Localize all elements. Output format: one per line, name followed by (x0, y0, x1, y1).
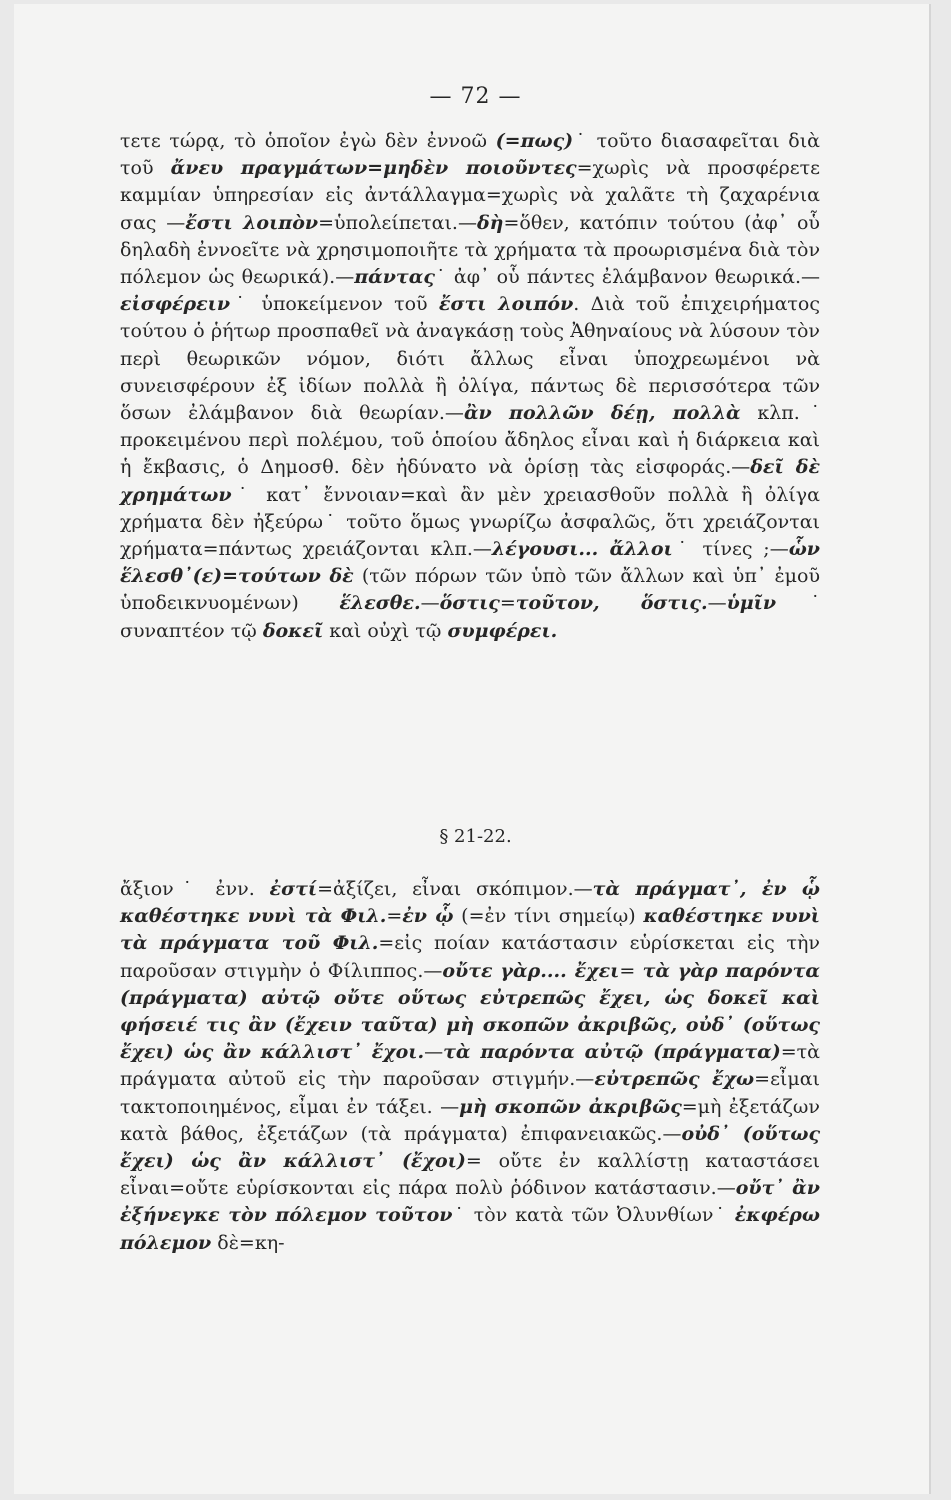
lemma-term: ἕλεσθε. (339, 592, 421, 615)
lemma-term: ὑμῖν (726, 592, 777, 615)
lemma-term: δεῖ δὲ χρημάτων (120, 456, 820, 506)
commentary-text: τετε τώρᾳ, τὸ ὁποῖον ἐγὼ δὲν ἐννοῶ (120, 130, 496, 152)
commentary-text: ˙ κατ᾽ ἔννοιαν=καὶ ἂν μὲν χρειασθοῦν πολλὰ ἢ ὀλίγα χρήματα δὲν ἠξεύρω˙ τοῦτο ὅμως γνωρίζω ἀσφαλῶς, ὅτι χρειάζονται χρήματα=πάντως χρειάζονται κλπ.— (120, 483, 820, 561)
commentary-text: =χωρὶς νὰ προσφέρετε καμμίαν ὑπηρεσίαν εἰς ἀντάλλαγμα=χωρὶς νὰ χαλᾶτε τὴ ζαχαρένια σας — (120, 157, 820, 234)
commentary-text: ˙ τίνες ;— (672, 538, 789, 561)
commentary-block-1 (120, 128, 820, 645)
commentary-text: ἄξιον (120, 878, 174, 900)
lemma-term: μὴ σκοπῶν ἀκριβῶς (459, 1095, 682, 1118)
commentary-paragraph-2 (120, 876, 820, 1257)
lemma-term: τὰ γὰρ παρόντα (πράγματα) αὐτῷ οὔτε οὕτως εὐτρεπῶς ἔχει, ὡς δοκεῖ καὶ φήσειέ τις ἂν (ἔχειν ταῦτα) μὴ σκοπῶν ἀκριβῶς, οὐδ᾽ (οὕτως ἔχει) ὡς ἂν κάλλιστ᾽ ἔχοι. (120, 959, 820, 1064)
commentary-text: κλπ.˙ προκειμένου περὶ πολέμου, τοῦ ὁποίου ἄδηλος εἶναι καὶ ἡ διάρκεια καὶ ἡ ἔκβασις, ὁ Δημοσθ. δὲν ἠδύνατο νὰ ὁρίσῃ τὰς εἰσφοράς.— (120, 402, 820, 479)
commentary-text: ˙ συναπτέον τῷ (120, 592, 820, 642)
page-number: — 72 — (429, 84, 522, 109)
commentary-text: ˙ τὸν κατὰ τῶν Ὀλυνθίων˙ (452, 1204, 735, 1227)
commentary-text: (=ἐν τίνι σημείῳ) (453, 905, 644, 928)
lemma-term: ἄνευ πραγμάτων=μηδὲν ποιοῦντες (170, 157, 577, 180)
lemma-term: τὰ παρόντα αὐτῷ (πράγματα) (443, 1041, 781, 1064)
lemma-term: τοῦτον, ὅστις. (515, 592, 708, 615)
commentary-text: δὲ=κη- (211, 1231, 285, 1254)
lemma-term: λέγουσι... ἄλλοι (491, 538, 673, 561)
lemma-term: ἂν πολλῶν δέῃ, πολλὰ (463, 402, 741, 425)
lemma-term: πάντας (354, 266, 435, 289)
commentary-text: ˙ ἀφ᾽ οὗ πάντες ἐλάμβανον θεωρικά.— (434, 266, 820, 289)
commentary-text: (τῶν πόρων τῶν ὑπὸ τῶν ἄλλων καὶ ὑπ᾽ ἐμοῦ ὑποδεικνυομένων) (120, 565, 821, 615)
lemma-term: δοκεῖ (262, 619, 324, 642)
lemma-term: δὴ (476, 211, 504, 234)
commentary-text: =τὰ πράγματα αὐτοῦ εἰς τὴν παροῦσαν στιγμήν.— (120, 1041, 820, 1091)
lemma-term: ὧν ἕλεσθ᾽(ε)=τούτων δὲ (120, 538, 820, 588)
lemma-term: ὅστις (439, 592, 500, 615)
commentary-text: = (499, 592, 516, 615)
commentary-text: ˙ ἐνν. (173, 878, 270, 900)
commentary-text: =ὑπολείπεται.— (318, 211, 477, 234)
commentary-text: ˙ τοῦτο διασαφεῖται διὰ τοῦ (120, 130, 820, 180)
commentary-text: — (707, 592, 727, 615)
lemma-term: ἔστι λοιπόν (438, 293, 574, 316)
lemma-term: εἰσφέρειν (120, 293, 231, 316)
commentary-text: — (420, 592, 440, 615)
section-heading: § 21-22. (439, 826, 512, 847)
commentary-text: =εἰς ποίαν κατάστασιν εὑρίσκεται εἰς τὴν παροῦσαν στιγμὴν ὁ Φίλιππος.— (120, 932, 820, 982)
lemma-term: ἐστί (269, 878, 318, 900)
commentary-text: καὶ οὐχὶ τῷ (323, 619, 448, 642)
commentary-text: ˙ ὑποκείμενον τοῦ (230, 293, 439, 316)
commentary-text: = (619, 959, 643, 982)
commentary-text: — (424, 1041, 444, 1064)
commentary-text: = οὔτε ἐν καλλίστῃ καταστάσει εἶναι=οὔτε εὑρίσκονται εἰς πάρα πολὺ ῥόδινον κατάστασιν.— (120, 1150, 820, 1200)
lemma-term: οὐδ᾽ (οὕτως ἔχει) ὡς ἂν κάλλιστ᾽ (ἔχοι) (120, 1122, 821, 1173)
lemma-term: τὰ πράγματ᾽, ἐν ᾧ καθέστηκε νυνὶ τὰ Φιλ. (120, 878, 820, 928)
commentary-text: =μὴ ἐξετάζων κατὰ βάθος, ἐξετάζων (τὰ πράγματα) ἐπιφανειακῶς.— (120, 1095, 820, 1145)
lemma-term: οὔτε γὰρ.... ἔχει (442, 959, 620, 982)
lemma-term: (=πως) (495, 130, 574, 152)
lemma-term: οὔτ᾽ ἂν ἐξήνεγκε τὸν πόλεμον τοῦτον (120, 1177, 820, 1227)
lemma-term: συμφέρει. (447, 619, 558, 642)
lemma-term: ἔστι λοιπὸν (185, 211, 319, 234)
lemma-term: καθέστηκε νυνὶ τὰ πράγματα τοῦ Φιλ. (120, 905, 820, 955)
lemma-term: ἐν ᾧ (402, 905, 454, 928)
commentary-text: = (386, 905, 403, 928)
commentary-text: =εἶμαι τακτοποιημένος, εἶμαι ἐν τάξει. — (120, 1068, 820, 1118)
commentary-text: =ἀξίζει, εἶναι σκόπιμον.— (317, 878, 593, 900)
lemma-term: εὐτρεπῶς ἔχω (594, 1068, 755, 1091)
lemma-term: ἐκφέρω πόλεμον (120, 1204, 821, 1254)
commentary-paragraph-1 (120, 128, 820, 645)
commentary-text: . Διὰ τοῦ ἐπιχειρήματος τούτου ὁ ῥήτωρ προσπαθεῖ νὰ ἀναγκάσῃ τοὺς Ἀθηναίους νὰ λύσουν τὸν περὶ θεωρικῶν νόμον, διότι ἄλλως εἶναι ὑποχρεωμένοι νὰ συνεισφέρουν ἐξ ἰδίων πολλὰ ἢ ὀλίγα, πάντως δὲ περισσότερα τῶν ὅσων ἐλάμβανον διὰ θεωρίαν.— (120, 293, 820, 425)
commentary-block-2 (120, 876, 820, 1257)
commentary-text: =ὅθεν, κατόπιν τούτου (ἀφ᾽ οὗ δηλαδὴ ἐννοεῖτε νὰ χρησιμοποιῆτε τὰ χρήματα τὰ προωρισμένα διὰ τὸν πόλεμον ὡς θεωρικά).— (120, 211, 820, 289)
